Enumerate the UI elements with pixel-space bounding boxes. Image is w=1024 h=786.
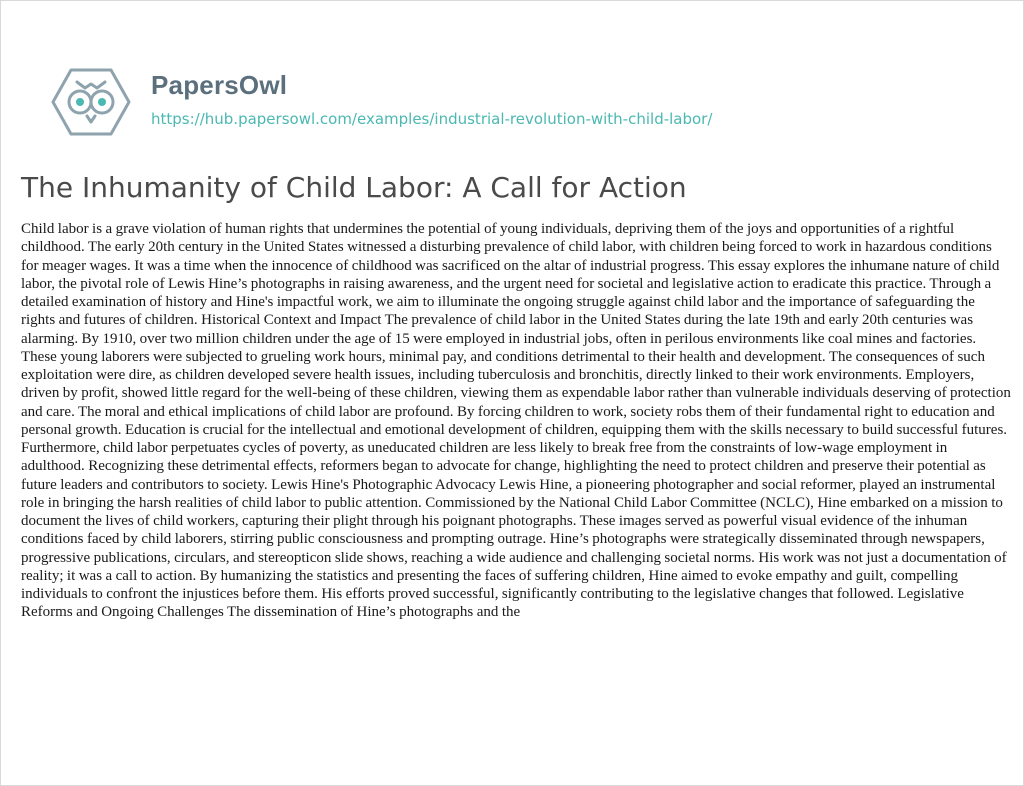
document-title: The Inhumanity of Child Labor: A Call for Action [21,171,687,204]
brand-name: PapersOwl [151,70,288,100]
essay-body-text: Child labor is a grave violation of human rights that undermines the potential of young individuals, depriving them of the joys and opportunities of a rightful childhood. The early 20th century in the United States witnessed a disturbing prevalence of child labor, with children being forced to work in hazardous conditions for meager wages. It was a time when the innocence of childhood was sacrificed on the altar of industrial progress. This essay explores the inhumane nature of child labor, the pivotal role of Lewis Hine’s photographs in raising awareness, and the urgent need for societal and legislative action to eradicate this practice. Through a detailed examination of history and Hine's impactful work, we aim to illuminate the ongoing struggle against child labor and the importance of safeguarding the rights and futures of children. Historical Context and Impact The prevalence of child labor in the United States during the late 19th and early 20th centuries was alarming. By 1910, over two million children under the age of 15 were employed in industrial jobs, often in perilous environments like coal mines and factories. These young laborers were subjected to grueling work hours, minimal pay, and conditions detrimental to their health and development. The consequences of such exploitation were dire, as children developed severe health issues, including tuberculosis and bronchitis, directly linked to their work environments. Employers, driven by profit, showed little regard for the well-being of these children, viewing them as expendable labor rather than vulnerable individuals deserving of protection and care. The moral and ethical implications of child labor are profound. By forcing children to work, society robs them of their fundamental right to education and personal growth. Education is crucial for the intellectual and emotional development of children, equipping them with the skills necessary to build successful futures. Furthermore, child labor perpetuates cycles of poverty, as uneducated children are less likely to break free from the constraints of low-wage employment in adulthood. Recognizing these detrimental effects, reformers began to advocate for change, highlighting the need to protect children and preserve their potential as future leaders and contributors to society. Lewis Hine's Photographic Advocacy Lewis Hine, a pioneering photographer and social reformer, played an instrumental role in bringing the harsh realities of child labor to public attention. Commissioned by the National Child Labor Committee (NCLC), Hine embarked on a mission to document the lives of child workers, capturing their plight through his poignant photographs. These images served as powerful visual evidence of the inhuman conditions faced by child laborers, stirring public consciousness and prompting outrage. Hine’s photographs were strategically disseminated through newspapers, progressive publications, circulars, and stereopticon slide shows, reaching a wide audience and challenging societal norms. His work was not just a documentation of reality; it was a call to action. By humanizing the statistics and presenting the faces of suffering children, Hine aimed to evoke empathy and guilt, compelling individuals to confront the injustices before them. His efforts proved successful, significantly contributing to the legislative changes that followed. Legislative Reforms and Ongoing Challenges The dissemination of Hine’s photographs and the [21,221,1011,621]
site-header [49,63,712,141]
bottom-fade-overlay [1,691,1023,751]
brand-block [151,70,713,128]
owl-icon [49,66,133,138]
source-url-link[interactable]: https://hub.papersowl.com/examples/industrial-revolution-with-child-labor/ [151,110,713,128]
